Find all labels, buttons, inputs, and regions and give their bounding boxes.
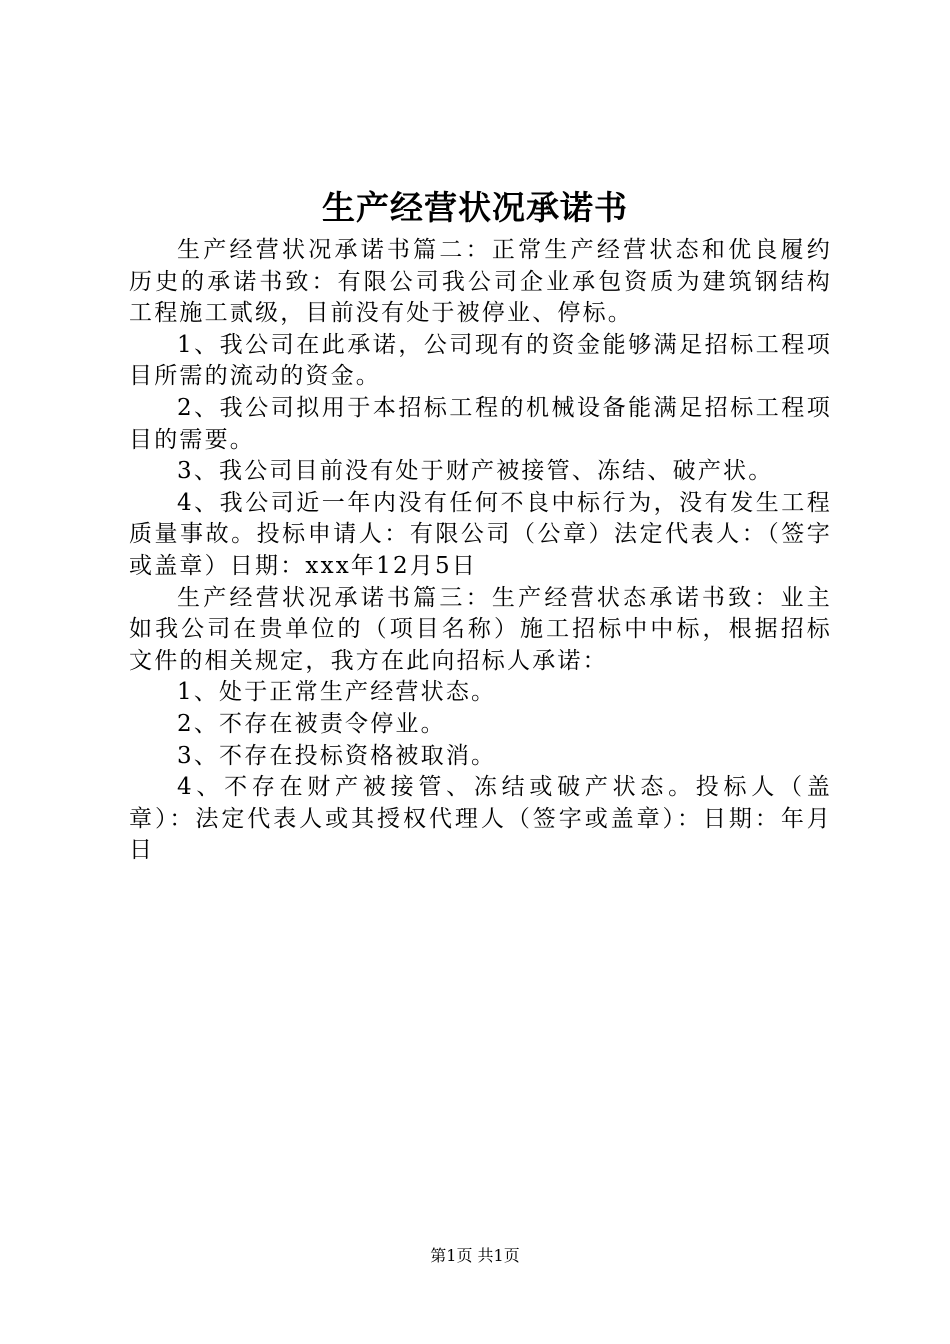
paragraph-item-1: 1、处于正常生产经营状态。 (177, 679, 497, 706)
paragraph-item-2: 2、不存在被责令停业。 (177, 710, 446, 737)
document-body (129, 235, 832, 867)
document-title: 生产经营状况承诺书 (322, 188, 628, 227)
paragraph-intro-part-three: 生产经营状况承诺书篇三：生产经营状态承诺书致：业主如我公司在贵单位的（项目名称）施工招标中中标，根据招标文件的相关规定，我方在此向招标人承诺： (129, 584, 832, 674)
paragraph-item-3: 3、不存在投标资格被取消。 (177, 742, 497, 769)
paragraph-item-2: 2、我公司拟用于本招标工程的机械设备能满足招标工程项目的需要。 (129, 394, 832, 453)
paragraph-intro-part-two: 生产经营状况承诺书篇二：正常生产经营状态和优良履约历史的承诺书致：有限公司我公司企业承包资质为建筑钢结构工程施工贰级，目前没有处于被停业、停标。 (129, 237, 832, 327)
paragraph-item-3: 3、我公司目前没有处于财产被接管、冻结、破产状。 (177, 458, 774, 485)
paragraph-item-4: 4、不存在财产被接管、冻结或破产状态。投标人（盖章）：法定代表人或其授权代理人（签字或盖章）：日期：年月日 (129, 774, 832, 864)
paragraph-item-4: 4、我公司近一年内没有任何不良中标行为，没有发生工程质量事故。投标申请人：有限公司（公章）法定代表人：（签字或盖章）日期：xxx年12月5日 (129, 489, 832, 579)
page-number-footer: 第1页 共1页 (430, 1246, 520, 1265)
paragraph-item-1: 1、我公司在此承诺，公司现有的资金能够满足招标工程项目所需的流动的资金。 (129, 331, 832, 390)
